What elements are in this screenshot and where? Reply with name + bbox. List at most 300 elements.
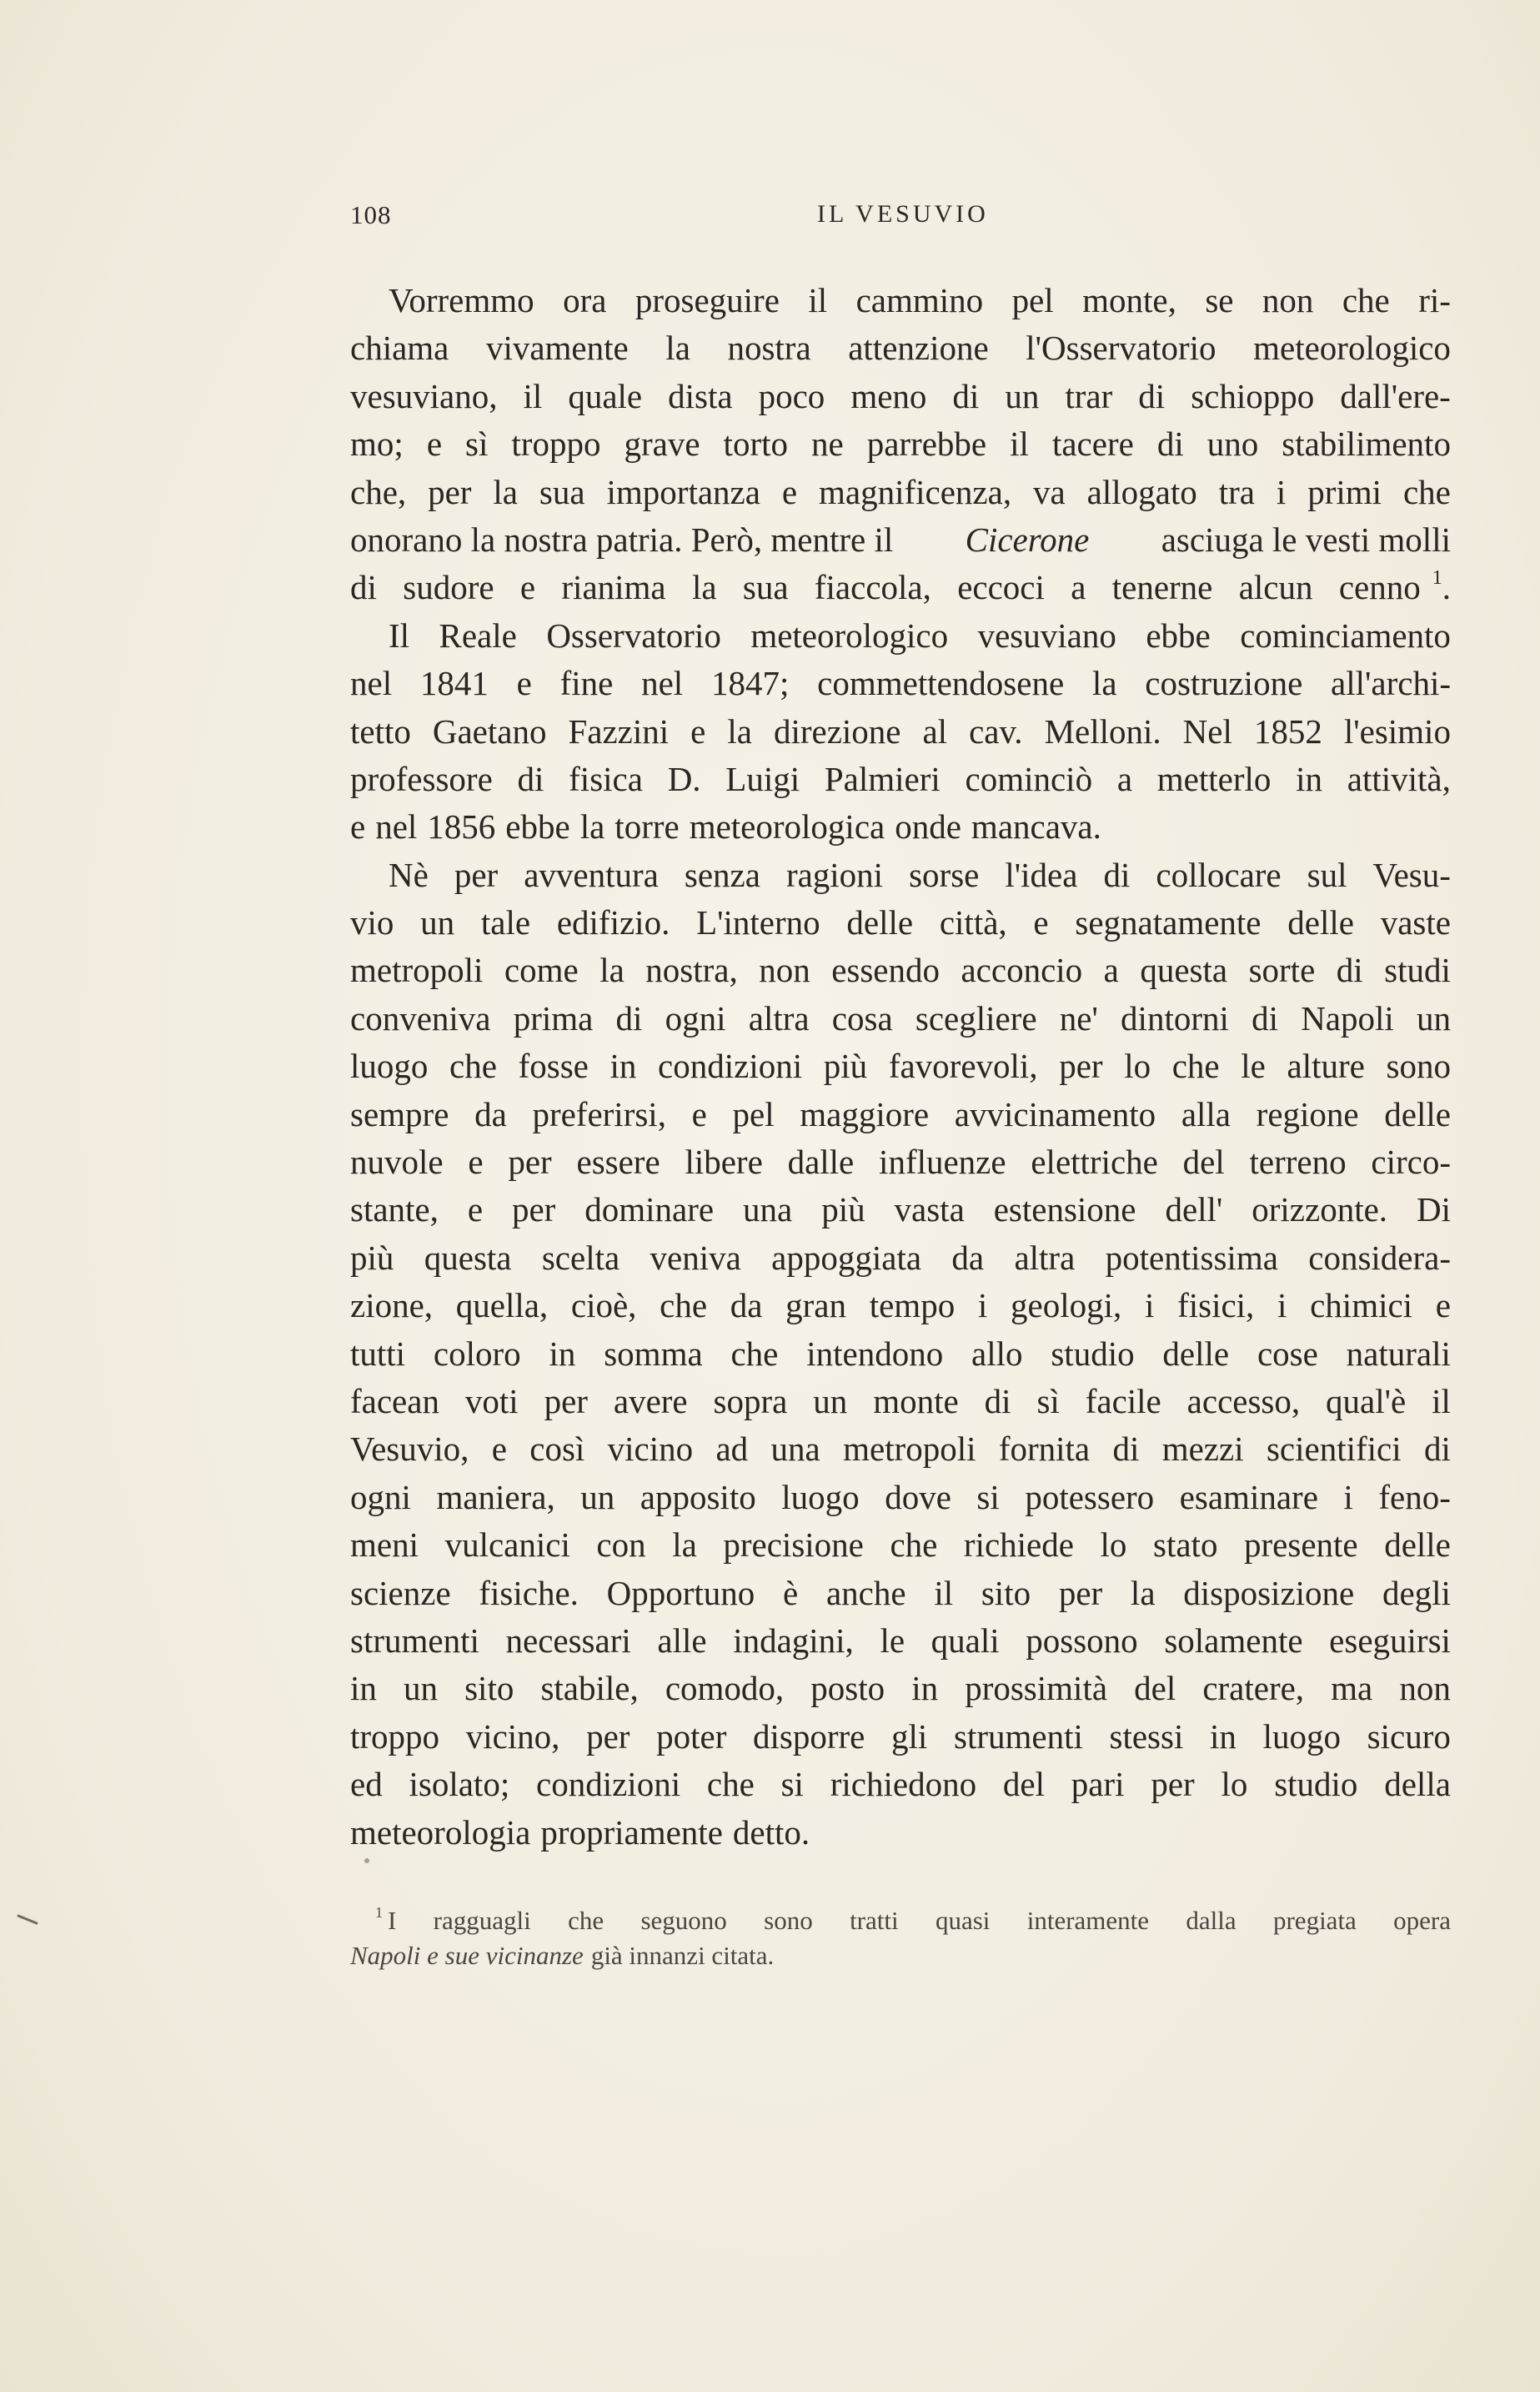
word: tale <box>480 903 531 942</box>
footnote-line <box>350 1903 1451 1938</box>
word: e <box>519 568 536 607</box>
text-line <box>350 1474 1451 1521</box>
word: che <box>568 1906 604 1935</box>
word: lo <box>1221 1765 1248 1804</box>
word: di <box>1156 425 1184 464</box>
word: presente <box>1244 1525 1358 1565</box>
word: e <box>467 1190 484 1229</box>
word: tutti <box>350 1334 406 1373</box>
word: Vesuvio, <box>350 1430 469 1469</box>
word: monte <box>873 1381 959 1420</box>
word: naturali <box>1346 1334 1451 1373</box>
word: importanza <box>606 472 760 511</box>
word: mancava. <box>971 807 1101 847</box>
word: senza <box>684 855 760 894</box>
word: allo <box>971 1334 1023 1373</box>
text-line <box>350 756 1451 803</box>
word: va <box>1033 472 1066 511</box>
word: collocare <box>1156 855 1282 894</box>
word: cratere, <box>1202 1669 1305 1708</box>
word: ed <box>350 1765 383 1804</box>
word: 1852 <box>1253 711 1322 751</box>
text-line <box>350 277 1451 324</box>
text-line <box>350 1761 1451 1808</box>
word: Palmieri <box>824 759 941 798</box>
word: terreno <box>1249 1143 1347 1182</box>
word: avventura <box>524 855 659 894</box>
word: la <box>691 568 717 607</box>
footnote-line <box>350 1938 1451 1973</box>
word: cav. <box>969 711 1023 751</box>
word: prima <box>513 998 594 1038</box>
word: l'esimio <box>1343 711 1451 751</box>
word: magnificenza, <box>819 472 1012 511</box>
word: condizioni <box>658 1047 803 1086</box>
word: schioppo <box>1191 376 1315 415</box>
word: indagini, <box>733 1621 854 1660</box>
word: città, <box>939 903 1007 942</box>
word: di <box>1103 855 1131 894</box>
word: il <box>1010 425 1029 464</box>
word: mezzi <box>1161 1430 1244 1469</box>
word: vulcanici <box>444 1525 570 1565</box>
word: di <box>952 376 980 415</box>
word: è <box>783 1573 799 1612</box>
word: si <box>780 1765 804 1804</box>
word: Il <box>389 616 410 655</box>
word: tacere <box>1051 425 1134 464</box>
text-line <box>350 803 1451 851</box>
word: Reale <box>439 616 517 655</box>
word: coloro <box>433 1334 521 1373</box>
word: ne <box>811 425 844 464</box>
word: troppo <box>350 1716 440 1756</box>
word: feno- <box>1378 1477 1451 1516</box>
word: ad <box>715 1430 749 1469</box>
word: e <box>690 711 706 751</box>
word: sua <box>539 472 585 511</box>
word: da <box>951 1238 985 1277</box>
text-line <box>350 1091 1451 1138</box>
word: alla <box>1181 1094 1231 1133</box>
word: sua <box>742 568 789 607</box>
body-text <box>350 277 1451 1857</box>
word: uno <box>1206 425 1259 464</box>
word: Napoli <box>1301 998 1394 1038</box>
margin-dot <box>364 1858 369 1863</box>
text-segment <box>350 564 1421 611</box>
word: di <box>615 998 643 1038</box>
word: di <box>350 568 377 607</box>
word: e <box>1033 903 1049 942</box>
word: in <box>549 1334 576 1373</box>
word: più <box>821 1190 865 1229</box>
word: che <box>1342 281 1390 319</box>
word: studio <box>1051 1334 1135 1373</box>
word: da <box>474 1094 507 1133</box>
word: per <box>586 1716 630 1756</box>
word: i <box>977 1286 988 1325</box>
word: Gaetano <box>432 711 547 751</box>
word: Di <box>1416 1190 1451 1229</box>
word: che <box>660 1286 708 1325</box>
word: D. <box>667 759 701 798</box>
word: fornita <box>998 1430 1091 1469</box>
word: ma <box>1331 1669 1373 1708</box>
word: quale <box>568 376 643 415</box>
word: della <box>1384 1765 1451 1804</box>
word: Luigi <box>725 759 800 798</box>
word: condizioni <box>536 1765 681 1804</box>
word: facile <box>1085 1381 1161 1420</box>
word: voti <box>464 1381 519 1420</box>
word: di <box>1336 951 1363 990</box>
word: circo- <box>1371 1143 1451 1182</box>
word: possono <box>1026 1621 1138 1660</box>
word: nel <box>350 664 393 703</box>
word: a <box>1071 568 1086 607</box>
word: ragguagli <box>433 1906 531 1935</box>
word: comodo, <box>665 1669 785 1708</box>
word: maggiore <box>800 1094 930 1133</box>
word: fisici, <box>1177 1286 1255 1325</box>
word: vesuviano <box>977 616 1116 655</box>
word: esaminare <box>1179 1477 1318 1516</box>
word: eseguirsi <box>1329 1621 1451 1660</box>
word: se <box>1205 281 1234 319</box>
word: vesuviano, <box>350 376 498 415</box>
word: per <box>1151 1765 1195 1804</box>
word: torto <box>723 425 788 464</box>
word: chiama <box>350 329 449 368</box>
word: cioè, <box>570 1286 637 1325</box>
word: anche <box>825 1573 906 1612</box>
word: come <box>504 951 579 990</box>
word: elettriche <box>1031 1143 1158 1182</box>
word: una <box>770 1430 820 1469</box>
word: onde <box>895 807 961 847</box>
word: disporre <box>753 1716 865 1756</box>
word: dalle <box>787 1143 855 1182</box>
word: le <box>880 1621 905 1660</box>
footnote-reference: $^1$. <box>1432 566 1451 607</box>
word: professore <box>350 759 493 798</box>
word: e <box>350 807 366 847</box>
word: il <box>934 1573 954 1612</box>
word: preferirsi, <box>532 1094 666 1133</box>
text-line <box>350 469 1451 516</box>
word: appoggiata <box>771 1238 922 1277</box>
word: luogo <box>350 1047 429 1086</box>
word: 1856 <box>427 807 496 847</box>
word: delle <box>1287 903 1354 942</box>
text-line <box>350 995 1451 1043</box>
word: Osservatorio <box>546 616 721 655</box>
word: L'interno <box>696 903 820 942</box>
word: la <box>672 1525 697 1565</box>
word: pregiata <box>1272 1906 1357 1935</box>
word: alle <box>657 1621 707 1660</box>
word: sopra <box>713 1381 788 1420</box>
word: delle <box>1384 1094 1451 1133</box>
word: avvicinamento <box>954 1094 1156 1133</box>
word: eccoci <box>957 568 1045 607</box>
word: 1841 <box>419 664 489 703</box>
word: Opportuno <box>606 1573 755 1612</box>
text-line <box>350 1234 1451 1282</box>
word: troppo <box>511 425 601 464</box>
word: Nel <box>1182 711 1232 751</box>
text-line <box>350 1043 1451 1090</box>
word: da <box>730 1286 763 1325</box>
text-line <box>350 420 1451 468</box>
word: cose <box>1257 1334 1318 1373</box>
word: scienze <box>350 1573 451 1612</box>
word: per <box>428 472 472 511</box>
word: dove <box>885 1477 951 1516</box>
running-head <box>350 200 1451 234</box>
word: che <box>1171 1047 1220 1086</box>
word: i <box>1277 1286 1287 1325</box>
word: un <box>1005 376 1040 415</box>
word: interamente <box>1026 1906 1150 1935</box>
word: in <box>1296 759 1323 798</box>
word: dell' <box>1165 1190 1223 1229</box>
word: metterlo <box>1156 759 1272 798</box>
italic-name: Cicerone <box>965 520 1090 559</box>
word: cominciamento <box>1240 616 1451 655</box>
word: vicino <box>607 1430 694 1469</box>
word: la <box>1091 664 1117 703</box>
word: di <box>517 759 544 798</box>
word: scegliere <box>915 998 1037 1038</box>
word: stato <box>1153 1525 1218 1565</box>
text-line <box>350 1521 1451 1569</box>
text-line <box>350 1425 1451 1473</box>
text-line <box>350 1186 1451 1234</box>
word: a <box>1103 951 1119 990</box>
text-line <box>350 708 1451 756</box>
word: il <box>523 376 543 415</box>
word: meno <box>850 376 927 415</box>
word: con <box>596 1525 646 1565</box>
word: sudore <box>403 568 494 607</box>
text-line <box>350 1617 1451 1665</box>
word: estensione <box>993 1190 1136 1229</box>
word: regione <box>1256 1094 1359 1133</box>
word: cenno <box>1338 568 1421 607</box>
word: costruzione <box>1145 664 1303 703</box>
word: le <box>1241 1047 1266 1086</box>
word: rianima <box>561 568 666 607</box>
word: luogo <box>781 1477 860 1516</box>
word: ebbe <box>1146 616 1211 655</box>
word: cammino <box>855 281 984 319</box>
word: un <box>420 903 455 942</box>
word: ogni <box>350 1477 411 1516</box>
word: stabile, <box>540 1669 639 1708</box>
text-line <box>350 1809 1451 1857</box>
text-line <box>350 899 1451 947</box>
word: fine <box>559 664 614 703</box>
word: altra <box>748 998 810 1038</box>
word: intendono <box>806 1334 944 1373</box>
word: allogato <box>1086 472 1197 511</box>
word: luogo <box>1262 1716 1341 1756</box>
text-line <box>350 1330 1451 1378</box>
text-line <box>350 947 1451 994</box>
word: segnatamente <box>1075 903 1262 942</box>
word: sito <box>464 1669 514 1708</box>
word: non <box>759 951 810 990</box>
word: quali <box>931 1621 1000 1660</box>
word: la <box>579 807 605 847</box>
word: dominare <box>584 1190 715 1229</box>
word: commettendosene <box>817 664 1065 703</box>
word: e <box>691 1094 707 1133</box>
word: propriamente <box>540 1812 723 1852</box>
word: in <box>911 1669 939 1708</box>
word: vasta <box>894 1190 965 1229</box>
word: la <box>599 951 625 990</box>
footnote-text: già innanzi citata. <box>590 1941 775 1970</box>
word: 1847; <box>710 664 790 703</box>
word: veniva <box>650 1238 741 1277</box>
text-line <box>350 1713 1451 1761</box>
word: per <box>511 1190 556 1229</box>
word: attività, <box>1347 759 1451 798</box>
word: un <box>580 1477 615 1516</box>
word: di <box>984 1381 1011 1420</box>
word: direzione <box>773 711 901 751</box>
footnote-text <box>388 1903 1451 1938</box>
word: libere <box>685 1143 763 1182</box>
word: tempo <box>869 1286 956 1325</box>
word: così <box>529 1430 585 1469</box>
word: che <box>706 1765 755 1804</box>
word: in <box>350 1669 377 1708</box>
word: si <box>976 1477 1000 1516</box>
word: meni <box>350 1525 419 1565</box>
word: richiedono <box>830 1765 977 1804</box>
word: ri- <box>1418 281 1451 319</box>
word: la <box>665 329 690 368</box>
word: del <box>1134 1669 1176 1708</box>
word: e <box>468 1143 484 1182</box>
word: più <box>823 1047 868 1086</box>
word: sì <box>465 425 489 464</box>
word: per <box>544 1381 588 1420</box>
footnotes <box>350 1903 1451 1973</box>
word: tetto <box>350 711 411 751</box>
word: detto. <box>732 1812 810 1852</box>
word: Nè <box>389 855 429 894</box>
word: al <box>922 711 948 751</box>
word: opera <box>1393 1906 1451 1935</box>
word: nel <box>641 664 684 703</box>
word: i <box>1343 1477 1353 1516</box>
word: maniera, <box>436 1477 555 1516</box>
word: pel <box>732 1094 775 1133</box>
word: e <box>781 472 798 511</box>
word: del <box>1002 1765 1045 1804</box>
word: essere <box>576 1143 660 1182</box>
word: un <box>404 1669 438 1708</box>
text-line <box>350 1570 1451 1617</box>
word: alcun <box>1238 568 1313 607</box>
word: che <box>1402 472 1451 511</box>
footnote-mark: 1 <box>375 1904 383 1921</box>
word: tra <box>1218 472 1255 511</box>
word: vivamente <box>485 329 629 368</box>
word: poco <box>758 376 825 415</box>
word: nuvole <box>350 1143 444 1182</box>
text-line <box>350 564 1451 611</box>
text-line <box>350 852 1451 899</box>
word: la <box>1130 1573 1156 1612</box>
word: per <box>1058 1573 1103 1612</box>
word: meteorologia <box>350 1812 531 1852</box>
word: dalla <box>1186 1906 1237 1935</box>
word: lo <box>1124 1047 1151 1086</box>
word: del <box>1182 1143 1225 1182</box>
word: e <box>426 425 443 464</box>
word: cominciò <box>965 759 1093 798</box>
word: attenzione <box>848 329 989 368</box>
word: fisica <box>569 759 643 798</box>
word: Vesu- <box>1372 855 1451 894</box>
word: sorte <box>1248 951 1316 990</box>
word: vio <box>350 903 394 942</box>
word: dall'ere- <box>1340 376 1451 415</box>
text-line <box>350 1378 1451 1425</box>
word: il <box>1432 1381 1451 1420</box>
word: gli <box>891 1716 928 1756</box>
word: parrebbe <box>866 425 987 464</box>
word: pari <box>1071 1765 1125 1804</box>
word: sul <box>1307 855 1347 894</box>
word: che, <box>350 472 407 511</box>
word: seguono <box>640 1906 727 1935</box>
word: fiaccola, <box>814 568 931 607</box>
word: monte, <box>1082 281 1176 319</box>
word: e <box>516 664 532 703</box>
word: sì <box>1036 1381 1060 1420</box>
word: delle <box>1162 1334 1230 1373</box>
text-line <box>350 324 1451 372</box>
word: ora <box>563 281 607 319</box>
word: la <box>493 472 518 511</box>
word: torre <box>614 807 680 847</box>
word: avere <box>613 1381 688 1420</box>
word: favorevoli, <box>888 1047 1038 1086</box>
word: I <box>388 1906 397 1935</box>
word: studi <box>1384 951 1451 990</box>
word: sono <box>764 1906 813 1935</box>
word: vaste <box>1380 903 1451 942</box>
page-number: 108 <box>350 200 392 229</box>
word: lo <box>1100 1525 1127 1565</box>
word: solamente <box>1164 1621 1303 1660</box>
word: vicino, <box>465 1716 560 1756</box>
word: studio <box>1274 1765 1358 1804</box>
word: influenze <box>879 1143 1006 1182</box>
word: i <box>1276 472 1287 511</box>
word: acconcio <box>961 951 1083 990</box>
word: sono <box>1386 1047 1451 1086</box>
word: dista <box>668 376 733 415</box>
word: strumenti <box>953 1716 1083 1756</box>
